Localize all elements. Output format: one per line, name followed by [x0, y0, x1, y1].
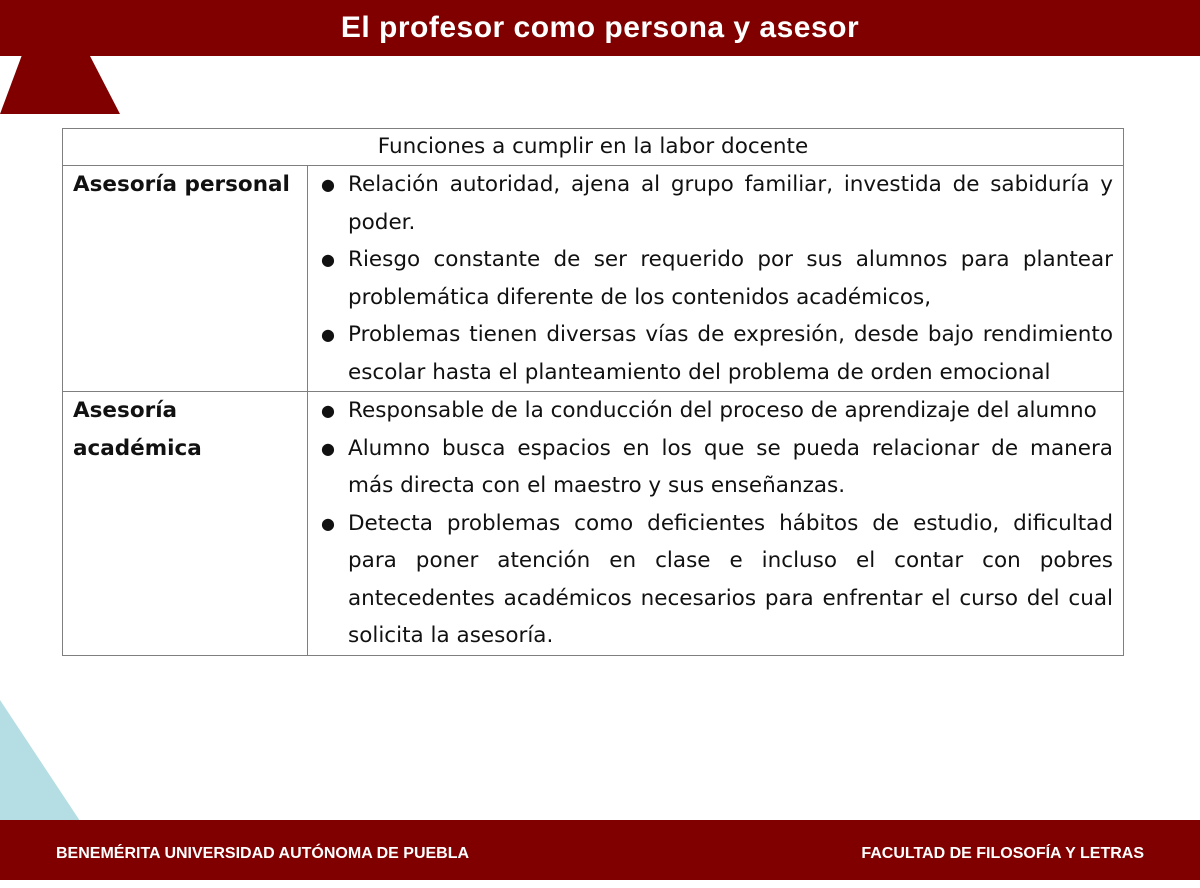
bullet-list: [314, 392, 1113, 655]
list-item-text: Detecta problemas como deficientes hábitos de estudio, dificultad para poner atención en clase e incluso el contar con pobres antecedentes académicos necesarios para enfrentar el curso del cual solicita la asesoría.: [348, 510, 1113, 648]
table-header-row: [63, 129, 1124, 166]
list-item: [314, 430, 1113, 505]
list-item-text: Problemas tienen diversas vías de expresión, desde bajo rendimiento escolar hasta el planteamiento del problema de orden emocional: [348, 322, 1113, 385]
table-heading: Funciones a cumplir en la labor docente: [63, 129, 1124, 166]
teal-triangle-decoration: [0, 700, 82, 824]
bullet-dot-icon: ●: [321, 325, 335, 344]
footer-faculty: FACULTAD DE FILOSOFÍA Y LETRAS: [861, 845, 1144, 862]
page-title: El profesor como persona y asesor: [340, 11, 860, 44]
list-item-text: Alumno busca espacios en los que se pueda relacionar de manera más directa con el maestro y sus enseñanzas.: [348, 435, 1113, 498]
list-item: [314, 241, 1113, 316]
bullet-dot-icon: ●: [321, 438, 335, 458]
list-item: [314, 316, 1113, 391]
list-item: [314, 505, 1113, 655]
footer-university: BENEMÉRITA UNIVERSIDAD AUTÓNOMA DE PUEBLA: [56, 845, 470, 862]
row-label-asesoria-personal: Asesoría personal: [63, 166, 308, 392]
list-item-text: Responsable de la conducción del proceso de aprendizaje del alumno: [348, 398, 1097, 423]
list-item: [314, 392, 1113, 430]
list-item-text: Riesgo constante de ser requerido por sus alumnos para plantear problemática diferente de los contenidos académicos,: [348, 247, 1113, 310]
header-trapezoid-decoration: [0, 56, 120, 114]
row-items: [308, 166, 1124, 392]
row-items: [308, 392, 1124, 656]
bullet-dot-icon: ●: [321, 401, 335, 420]
bullet-dot-icon: ●: [321, 250, 335, 269]
table-row: [63, 392, 1124, 656]
table-row: [63, 166, 1124, 392]
row-label-asesoria-academica: Asesoría académica: [63, 392, 308, 656]
functions-table: [62, 128, 1124, 656]
list-item: [314, 166, 1113, 241]
bullet-dot-icon: ●: [321, 513, 335, 533]
bullet-dot-icon: ●: [321, 175, 335, 194]
bullet-list: [314, 166, 1113, 391]
list-item-text: Relación autoridad, ajena al grupo familiar, investida de sabiduría y poder.: [348, 172, 1113, 235]
